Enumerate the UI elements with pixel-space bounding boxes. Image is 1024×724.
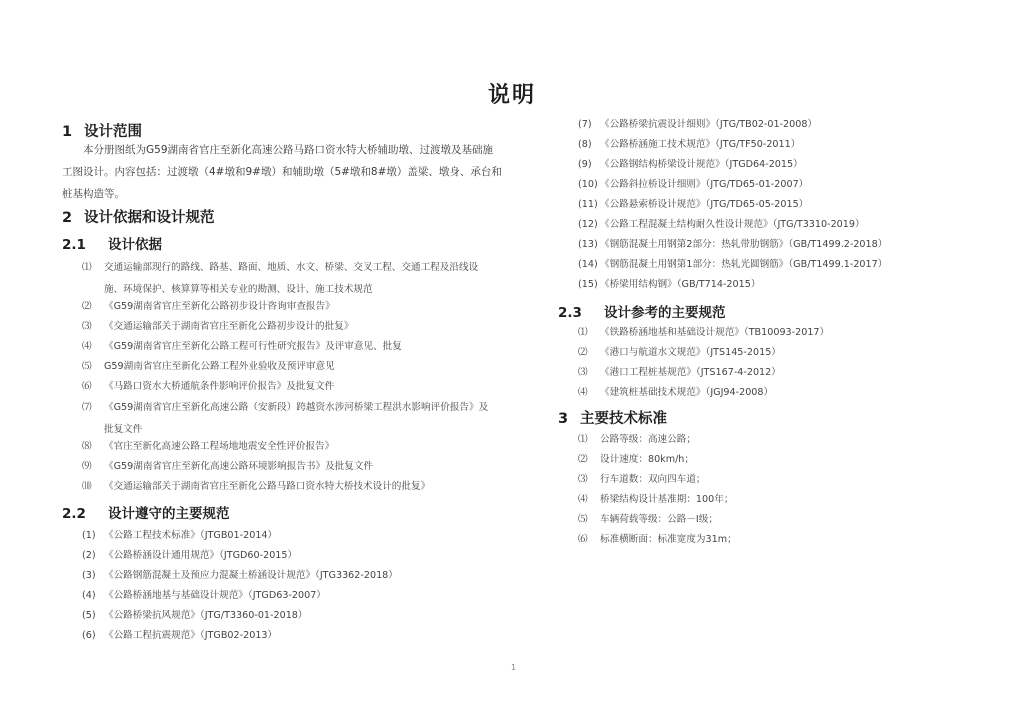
item-marker: ⑷ [578,494,588,505]
item-text: 《公路桥梁抗风规范》（JTG/T3360-01-2018） [104,610,308,621]
list-item [82,261,478,296]
section-title: 设计范围 [84,124,142,140]
item-text: 《公路桥梁抗震设计细则》（JTG/TB02-01-2008） [600,119,818,130]
item-marker: (12) [578,219,598,230]
item-marker: (4) [82,590,96,601]
list-item [82,460,373,473]
item-marker: ⑼ [82,461,92,472]
item-marker: (9) [578,159,592,170]
item-text: 《公路工程混凝土结构耐久性设计规范》（JTG/T3310-2019） [600,219,865,230]
item-text: 行车道数：双向四车道； [600,474,706,485]
section-2-heading [62,206,215,227]
list-item [578,326,829,339]
item-text: 桥梁结构设计基准期：100年； [600,494,734,505]
item-text: 设计速度：80km/h； [600,454,694,465]
list-item [578,473,706,486]
list-item [578,198,808,211]
section-3-heading [558,407,667,428]
item-marker: (8) [578,139,592,150]
item-text: 《建筑桩基础技术规范》（JGJ94-2008） [600,387,774,398]
item-marker: ⑷ [578,387,588,398]
list-item [82,529,277,542]
item-text: 《港口工程桩基规范》（JTS167-4-2012） [600,367,781,378]
list-item [82,609,308,622]
item-marker: ⑶ [82,321,92,332]
list-item [578,453,694,466]
list-item [578,386,773,399]
page-number: 1 [511,663,517,672]
section-2-1-heading [62,233,162,253]
section-title: 主要技术标准 [580,411,667,427]
item-marker: ⑻ [82,441,92,452]
list-item [82,320,353,333]
item-continuation: 施、环境保护、核算算等相关专业的勘测、设计、施工技术规范 [104,284,373,295]
list-item [578,178,808,191]
list-item [82,360,335,373]
item-marker: ⑽ [82,481,92,492]
section-title: 设计参考的主要规范 [604,305,726,321]
list-item [578,366,781,379]
item-text: 《公路斜拉桥设计细则》（JTG/TD65-01-2007） [600,179,809,190]
item-text: 交通运输部现行的路线、路基、路面、地质、水文、桥梁、交叉工程、交通工程及沿线设 [104,262,479,273]
section-number: 3 [558,411,569,427]
list-item [82,480,430,493]
list-item [578,533,737,546]
item-marker: ⑵ [578,454,588,465]
item-text: 标准横断面：标准宽度为31m； [600,534,737,545]
item-marker: ⑸ [578,514,588,525]
item-text: 《铁路桥涵地基和基础设计规范》（TB10093-2017） [600,327,830,338]
list-item [578,218,865,231]
item-marker: (10) [578,179,598,190]
item-marker: (14) [578,259,598,270]
section-1-heading [62,120,142,141]
list-item [578,258,887,271]
item-text: 《港口与航道水文规范》（JTS145-2015） [600,347,781,358]
section-1-paragraph: 本分册图纸为G59湖南省官庄至新化高速公路马路口资水特大桥辅助墩、过渡墩及基础施工图设计。内容包括：过渡墩（4#墩和9#墩）和辅助墩（5#墩和8#墩）盖梁、墩身、承台和桩基构造等。 [62,144,502,200]
list-item [82,300,335,313]
item-marker: (7) [578,119,592,130]
document-title: 说明 [487,83,536,108]
item-marker: ⑶ [578,367,588,378]
item-marker: (15) [578,279,598,290]
item-marker: ⑹ [82,381,92,392]
item-text: 《公路钢结构桥梁设计规范》（JTGD64-2015） [600,159,803,170]
list-item [578,278,760,291]
list-item [82,440,334,453]
item-marker: ⑵ [578,347,588,358]
item-text: 《公路桥涵设计通用规范》（JTGD60-2015） [104,550,298,561]
item-text: G59湖南省官庄至新化公路工程外业验收及预评审意见 [104,361,335,372]
item-text: 《公路钢筋混凝土及预应力混凝土桥涵设计规范》（JTG3362-2018） [104,570,398,581]
item-marker: ⑷ [82,341,92,352]
item-text: 《桥梁用结构钢》（GB/T714-2015） [600,279,761,290]
section-number: 2 [62,210,73,226]
item-marker: (6) [82,630,96,641]
list-item [82,589,326,602]
item-marker: (1) [82,530,96,541]
item-text: 《G59湖南省官庄至新化高速公路环境影响报告书》及批复文件 [104,461,374,472]
list-item [578,513,718,526]
list-item [82,629,277,642]
list-item [578,346,781,359]
item-marker: ⑹ [578,534,588,545]
section-number: 2.1 [62,237,86,253]
section-title: 设计遵守的主要规范 [108,506,230,522]
section-title: 设计依据 [108,237,162,253]
list-item [578,158,803,171]
list-item [82,549,297,562]
item-marker: (13) [578,239,598,250]
list-item [578,138,800,151]
item-text: 《交通运输部关于湖南省官庄至新化公路初步设计的批复》 [104,321,354,332]
item-text: 车辆荷载等级：公路－Ⅰ级； [600,514,718,525]
item-text: 《官庄至新化高速公路工程场地地震安全性评价报告》 [104,441,335,452]
list-item [578,493,733,506]
list-item [82,401,488,436]
item-marker: ⑺ [82,402,92,413]
section-number: 2.3 [558,305,582,321]
item-text: 《钢筋混凝土用钢第2部分：热轧带肋钢筋》（GB/T1499.2-2018） [600,239,888,250]
list-item [578,238,887,251]
item-marker: ⑴ [82,262,92,273]
item-marker: (5) [82,610,96,621]
item-text: 《马路口资水大桥通航条件影响评价报告》及批复文件 [104,381,335,392]
item-text: 公路等级：高速公路； [600,434,696,445]
item-text: 《钢筋混凝土用钢第1部分：热轧光圆钢筋》（GB/T1499.1-2017） [600,259,888,270]
item-marker: (11) [578,199,598,210]
item-text: 《公路桥涵施工技术规范》（JTG/TF50-2011） [600,139,801,150]
list-item [82,340,402,353]
list-item [82,380,334,393]
list-item [578,118,817,131]
item-marker: ⑵ [82,301,92,312]
item-text: 《公路工程技术标准》（JTGB01-2014） [104,530,278,541]
section-number: 1 [62,124,73,140]
list-item [578,433,696,446]
section-2-2-heading [62,502,230,522]
item-continuation: 批复文件 [104,424,143,435]
item-text: 《公路悬索桥设计规范》（JTG/TD65-05-2015） [600,199,809,210]
section-2-3-heading [558,301,726,321]
item-marker: (3) [82,570,96,581]
item-marker: ⑸ [82,361,92,372]
item-marker: (2) [82,550,96,561]
item-marker: ⑶ [578,474,588,485]
item-marker: ⑴ [578,327,588,338]
item-text: 《G59湖南省官庄至新化公路初步设计咨询审查报告》 [104,301,335,312]
list-item [82,569,398,582]
section-number: 2.2 [62,506,86,522]
section-title: 设计依据和设计规范 [84,210,215,226]
item-text: 《公路工程抗震规范》（JTGB02-2013） [104,630,278,641]
item-text: 《公路桥涵地基与基础设计规范》（JTGD63-2007） [104,590,326,601]
item-text: 《G59湖南省官庄至新化公路工程可行性研究报告》及评审意见、批复 [104,341,402,352]
item-text: 《G59湖南省官庄至新化高速公路（安新段）跨越资水涉河桥梁工程洪水影响评价报告》及 [104,402,489,413]
item-text: 《交通运输部关于湖南省官庄至新化公路马路口资水特大桥技术设计的批复》 [104,481,431,492]
item-marker: ⑴ [578,434,588,445]
